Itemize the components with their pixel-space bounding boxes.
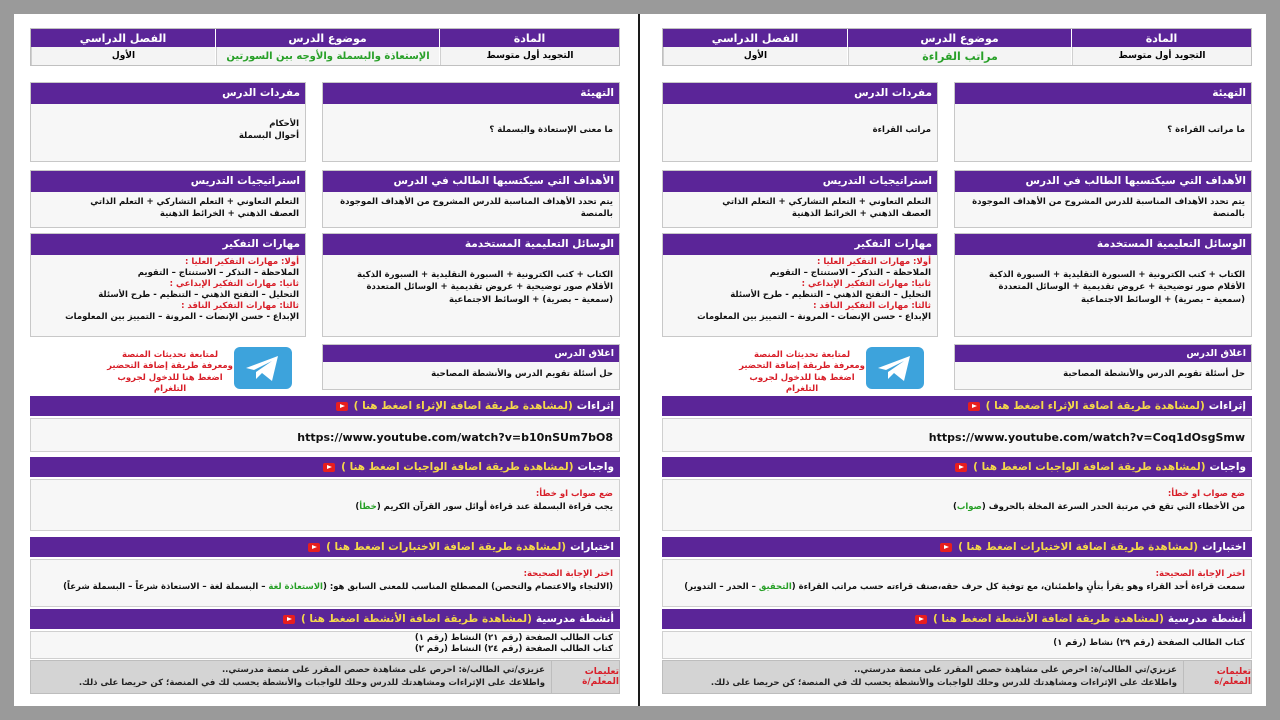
lesson-header bbox=[662, 28, 1252, 66]
topic-value: الإستعاذة والبسملة والأوجه بين السورتين bbox=[216, 47, 439, 65]
vocab-title: مفردات الدرس bbox=[31, 83, 305, 104]
thinking-line-2: التحليل – التفتح الذهني – التنظيم - طرح الأسئلة bbox=[730, 290, 931, 301]
tests-bar bbox=[30, 537, 620, 557]
tests-box bbox=[662, 559, 1252, 607]
closing-title: اغلاق الدرس bbox=[955, 345, 1251, 362]
tests-bar bbox=[662, 537, 1252, 557]
activities-bar bbox=[662, 609, 1252, 629]
teacher-notes-line: واطلاعك على الإثراءات ومشاهدتك للدرس وحلك للواجبات والأنشطة يحسب لك في المنصة؛ كن حريصا على ذلك. bbox=[710, 677, 1177, 688]
semester-label: الفصل الدراسي bbox=[663, 29, 847, 47]
vocab-line: أحوال البسملة bbox=[238, 131, 299, 142]
telegram-line: اضغط هنا للدخول لجروب التلغرام bbox=[749, 372, 855, 395]
subject-value: التجويد أول متوسط bbox=[440, 47, 619, 65]
thinking-title: مهارات التفكير bbox=[31, 234, 305, 255]
telegram-banner[interactable] bbox=[30, 344, 306, 395]
telegram-line: لمتابعة تحديثات المنصة bbox=[753, 350, 851, 360]
telegram-line: ومعرفة طريقة إضافة التحضير bbox=[739, 361, 865, 372]
strategies-box bbox=[662, 170, 938, 228]
tools-line: الأقلام صور توضيحية + عروض تقديمية + الوسائل المتعددة bbox=[998, 282, 1245, 293]
closing-box bbox=[322, 344, 620, 390]
teacher-notes-label: تعليمات المعلم/ة bbox=[551, 661, 619, 693]
semester-value: الأول bbox=[31, 47, 215, 65]
goals-body: يتم تحدد الأهداف المناسبة للدرس المشروح من الأهداف الموجودة بالمنصة bbox=[972, 197, 1245, 220]
page-divider bbox=[638, 14, 640, 706]
subject-value: التجويد أول متوسط bbox=[1072, 47, 1251, 65]
thinking-heading-2: ثانيا: مهارات التفكير الإبداعي : bbox=[801, 279, 931, 290]
strategies-line: العصف الذهني + الخرائط الذهنية bbox=[791, 209, 931, 220]
tests-question-title: اختر الإجابة الصحيحة: bbox=[523, 569, 613, 579]
enrichment-url[interactable]: https://www.youtube.com/watch?v=b10nSUm7bO8 bbox=[297, 431, 613, 444]
enrichment-bar bbox=[662, 396, 1252, 416]
answer-bracket: ( bbox=[376, 502, 381, 513]
youtube-icon[interactable] bbox=[283, 615, 295, 624]
activities-line: كتاب الطالب الصفحة (رقم ٢٩) نشاط (رقم ١) bbox=[1053, 638, 1245, 648]
tests-question-text: (الالتجاء والاعتصام والتحصن) المصطلح المناسب للمعنى السابق هو: ( bbox=[322, 582, 613, 593]
homework-bar bbox=[662, 457, 1252, 477]
intro-box bbox=[322, 82, 620, 162]
telegram-line: لمتابعة تحديثات المنصة bbox=[121, 350, 219, 360]
tests-options: – البسملة لغة – الاستعاذة شرعاً – البسملة شرعاً) bbox=[63, 582, 269, 593]
tools-box bbox=[322, 233, 620, 337]
closing-body: حل أسئلة تقويم الدرس والأنشطة المصاحبة bbox=[1063, 369, 1245, 379]
answer-bracket: ( bbox=[981, 502, 986, 513]
vocab-box bbox=[662, 82, 938, 162]
tools-title: الوسائل التعليمية المستخدمة bbox=[323, 234, 619, 255]
telegram-line: اضغط هنا للدخول لجروب التلغرام bbox=[117, 372, 223, 395]
strategies-title: استراتيجيات التدريس bbox=[31, 171, 305, 192]
tests-link[interactable]: (لمشاهدة طريقة اضافة الاختبارات اضغط هنا ) bbox=[326, 541, 567, 553]
tests-label: اختبارات bbox=[1202, 541, 1246, 553]
thinking-box bbox=[662, 233, 938, 337]
activities-line: كتاب الطالب الصفحة (رقم ٢٤) النشاط (رقم ٢) bbox=[414, 644, 613, 655]
thinking-box bbox=[30, 233, 306, 337]
telegram-text[interactable] bbox=[732, 350, 872, 396]
activities-link[interactable]: (لمشاهدة طريقة اضافة الأنشطة اضغط هنا ) bbox=[932, 613, 1164, 625]
tools-line: (سمعية – بصرية) + الوسائط الاجتماعية bbox=[1080, 294, 1245, 305]
intro-box bbox=[954, 82, 1252, 162]
goals-title: الأهداف التي سيكتسبها الطالب في الدرس bbox=[955, 171, 1251, 192]
thinking-line-3: الإبداع - حسن الإنصات - المرونة – التمييز بين المعلومات bbox=[65, 312, 299, 323]
youtube-icon[interactable] bbox=[336, 402, 348, 411]
activities-bar bbox=[30, 609, 620, 629]
thinking-line-1: الملاحظة – التذكر – الاستنتاج – التقويم bbox=[769, 268, 931, 279]
tests-box bbox=[30, 559, 620, 607]
strategies-line: التعلم التعاوني + التعلم التشاركي + التعلم الذاتي bbox=[722, 197, 931, 207]
tools-line: الكتاب + كتب الكترونية + السبورة التقليدية + السبورة الذكية bbox=[357, 270, 613, 280]
tests-question-text: سمعت قراءة أحد القراء وهو يقرأ بتأنٍ واطمئنان، مع توفية كل حرف حقه،صنف قراءته حسب مراتب القراءة ( bbox=[791, 582, 1245, 593]
homework-link[interactable]: (لمشاهدة طريقة اضافة الواجبات اضغط هنا ) bbox=[973, 461, 1206, 473]
subject-label: المادة bbox=[1072, 29, 1251, 47]
tests-question-title: اختر الإجابة الصحيحة: bbox=[1155, 569, 1245, 579]
homework-question-text: يجب قراءة البسملة عند قراءة أوائل سور القرآن الكريم bbox=[383, 502, 613, 513]
semester-label: الفصل الدراسي bbox=[31, 29, 215, 47]
tools-line: الكتاب + كتب الكترونية + السبورة التقليدية + السبورة الذكية bbox=[989, 270, 1245, 280]
tools-line: الأقلام صور توضيحية + عروض تقديمية + الوسائل المتعددة bbox=[366, 282, 613, 293]
goals-body: يتم تحدد الأهداف المناسبة للدرس المشروح من الأهداف الموجودة بالمنصة bbox=[340, 197, 613, 220]
thinking-line-3: الإبداع - حسن الإنصات - المرونة – التمييز بين المعلومات bbox=[697, 312, 931, 323]
telegram-text[interactable] bbox=[100, 350, 240, 396]
subject-label: المادة bbox=[440, 29, 619, 47]
homework-label: واجبات bbox=[1209, 461, 1246, 473]
intro-title: التهيئة bbox=[955, 83, 1251, 104]
thinking-line-1: الملاحظة – التذكر – الاستنتاج – التقويم bbox=[137, 268, 299, 279]
strategies-line: العصف الذهني + الخرائط الذهنية bbox=[159, 209, 299, 220]
tools-line: (سمعية – بصرية) + الوسائط الاجتماعية bbox=[448, 294, 613, 305]
telegram-line: ومعرفة طريقة إضافة التحضير bbox=[107, 361, 233, 372]
enrichment-url[interactable]: https://www.youtube.com/watch?v=Coq1dOsgSmw bbox=[928, 431, 1245, 444]
vocab-title: مفردات الدرس bbox=[663, 83, 937, 104]
activities-label: أنشطة مدرسية bbox=[1167, 613, 1246, 625]
intro-body: ما معنى الإستعاذة والبسملة ؟ bbox=[489, 125, 613, 135]
telegram-banner[interactable] bbox=[662, 344, 938, 395]
homework-box bbox=[30, 479, 620, 531]
homework-question-title: ضع صواب او خطأ: bbox=[1167, 489, 1245, 499]
activities-link[interactable]: (لمشاهدة طريقة اضافة الأنشطة اضغط هنا ) bbox=[300, 613, 532, 625]
thinking-heading-3: ثالثا: مهارات التفكير الناقد : bbox=[181, 301, 299, 312]
lesson-header bbox=[30, 28, 620, 66]
vocab-box bbox=[30, 82, 306, 162]
tools-box bbox=[954, 233, 1252, 337]
goals-title: الأهداف التي سيكتسبها الطالب في الدرس bbox=[323, 171, 619, 192]
lesson-page-1 bbox=[662, 28, 1252, 692]
telegram-icon[interactable] bbox=[866, 347, 924, 389]
strategies-box bbox=[30, 170, 306, 228]
vocab-line: الأحكام bbox=[269, 119, 299, 129]
closing-body: حل أسئلة تقويم الدرس والأنشطة المصاحبة bbox=[431, 369, 613, 379]
semester-value: الأول bbox=[663, 47, 847, 65]
homework-question-title: ضع صواب او خطأ: bbox=[535, 489, 613, 499]
homework-label: واجبات bbox=[577, 461, 614, 473]
closing-title: اغلاق الدرس bbox=[323, 345, 619, 362]
topic-label: موضوع الدرس bbox=[848, 29, 1071, 47]
activities-line: كتاب الطالب الصفحة (رقم ٢١) النشاط (رقم ١) bbox=[414, 633, 613, 643]
youtube-icon[interactable] bbox=[955, 463, 967, 472]
teacher-notes bbox=[662, 660, 1252, 694]
activities-label: أنشطة مدرسية bbox=[535, 613, 614, 625]
homework-answer: خطأ bbox=[359, 502, 377, 513]
topic-label: موضوع الدرس bbox=[216, 29, 439, 47]
tests-answer: الاستعاذة لغة bbox=[268, 582, 323, 593]
teacher-notes-label: تعليمات المعلم/ة bbox=[1183, 661, 1251, 693]
teacher-notes bbox=[30, 660, 620, 694]
thinking-heading-1: أولا: مهارات التفكير العليا : bbox=[816, 257, 931, 267]
lesson-page-2 bbox=[30, 28, 620, 692]
homework-bar bbox=[30, 457, 620, 477]
youtube-icon[interactable] bbox=[308, 543, 320, 552]
telegram-icon[interactable] bbox=[234, 347, 292, 389]
goals-box bbox=[954, 170, 1252, 228]
thinking-heading-2: ثانيا: مهارات التفكير الإبداعي : bbox=[169, 279, 299, 290]
strategies-title: استراتيجيات التدريس bbox=[663, 171, 937, 192]
teacher-notes-line: واطلاعك على الإثراءات ومشاهدتك للدرس وحلك للواجبات والأنشطة يحسب لك في المنصة؛ كن حريصا على ذلك. bbox=[78, 677, 545, 688]
tests-answer: التحقيق bbox=[758, 582, 792, 593]
thinking-title: مهارات التفكير bbox=[663, 234, 937, 255]
enrichment-box bbox=[30, 418, 620, 452]
topic-value: مراتب القراءة bbox=[848, 47, 1071, 65]
thinking-heading-3: ثالثا: مهارات التفكير الناقد : bbox=[813, 301, 931, 312]
strategies-line: التعلم التعاوني + التعلم التشاركي + التعلم الذاتي bbox=[90, 197, 299, 207]
youtube-icon[interactable] bbox=[915, 615, 927, 624]
enrichment-box bbox=[662, 418, 1252, 452]
teacher-notes-line: عزيزي/تي الطالب/ة: احرص على مشاهدة حصص المقرر على منصة مدرستي.. bbox=[853, 665, 1177, 675]
intro-title: التهيئة bbox=[323, 83, 619, 104]
tests-label: اختبارات bbox=[570, 541, 614, 553]
youtube-icon[interactable] bbox=[968, 402, 980, 411]
homework-question-text: من الأخطاء التي تقع في مرتبة الحدر السرعة المخلة بالحروف bbox=[988, 502, 1245, 513]
enrichment-bar bbox=[30, 396, 620, 416]
youtube-icon[interactable] bbox=[323, 463, 335, 472]
goals-box bbox=[322, 170, 620, 228]
youtube-icon[interactable] bbox=[940, 543, 952, 552]
homework-box bbox=[662, 479, 1252, 531]
answer-bracket: ) bbox=[355, 502, 360, 513]
activities-box bbox=[30, 631, 620, 659]
enrichment-label: إثراءات bbox=[576, 400, 614, 412]
homework-answer: صواب bbox=[956, 502, 982, 513]
tests-options: – الحدر – التدوير) bbox=[684, 582, 759, 593]
activities-box bbox=[662, 631, 1252, 659]
answer-bracket: ) bbox=[952, 502, 957, 513]
intro-body: ما مراتب القراءة ؟ bbox=[1167, 125, 1245, 135]
enrichment-link[interactable]: (لمشاهدة طريقة اضافة الإثراء اضغط هنا ) bbox=[353, 400, 573, 412]
thinking-line-2: التحليل – التفتح الذهني – التنظيم - طرح الأسئلة bbox=[98, 290, 299, 301]
teacher-notes-line: عزيزي/تي الطالب/ة: احرص على مشاهدة حصص المقرر على منصة مدرستي.. bbox=[221, 665, 545, 675]
tools-title: الوسائل التعليمية المستخدمة bbox=[955, 234, 1251, 255]
vocab-line: مراتب القراءة bbox=[872, 125, 931, 135]
closing-box bbox=[954, 344, 1252, 390]
enrichment-link[interactable]: (لمشاهدة طريقة اضافة الإثراء اضغط هنا ) bbox=[985, 400, 1205, 412]
thinking-heading-1: أولا: مهارات التفكير العليا : bbox=[184, 257, 299, 267]
tests-link[interactable]: (لمشاهدة طريقة اضافة الاختبارات اضغط هنا ) bbox=[958, 541, 1199, 553]
enrichment-label: إثراءات bbox=[1208, 400, 1246, 412]
homework-link[interactable]: (لمشاهدة طريقة اضافة الواجبات اضغط هنا ) bbox=[341, 461, 574, 473]
